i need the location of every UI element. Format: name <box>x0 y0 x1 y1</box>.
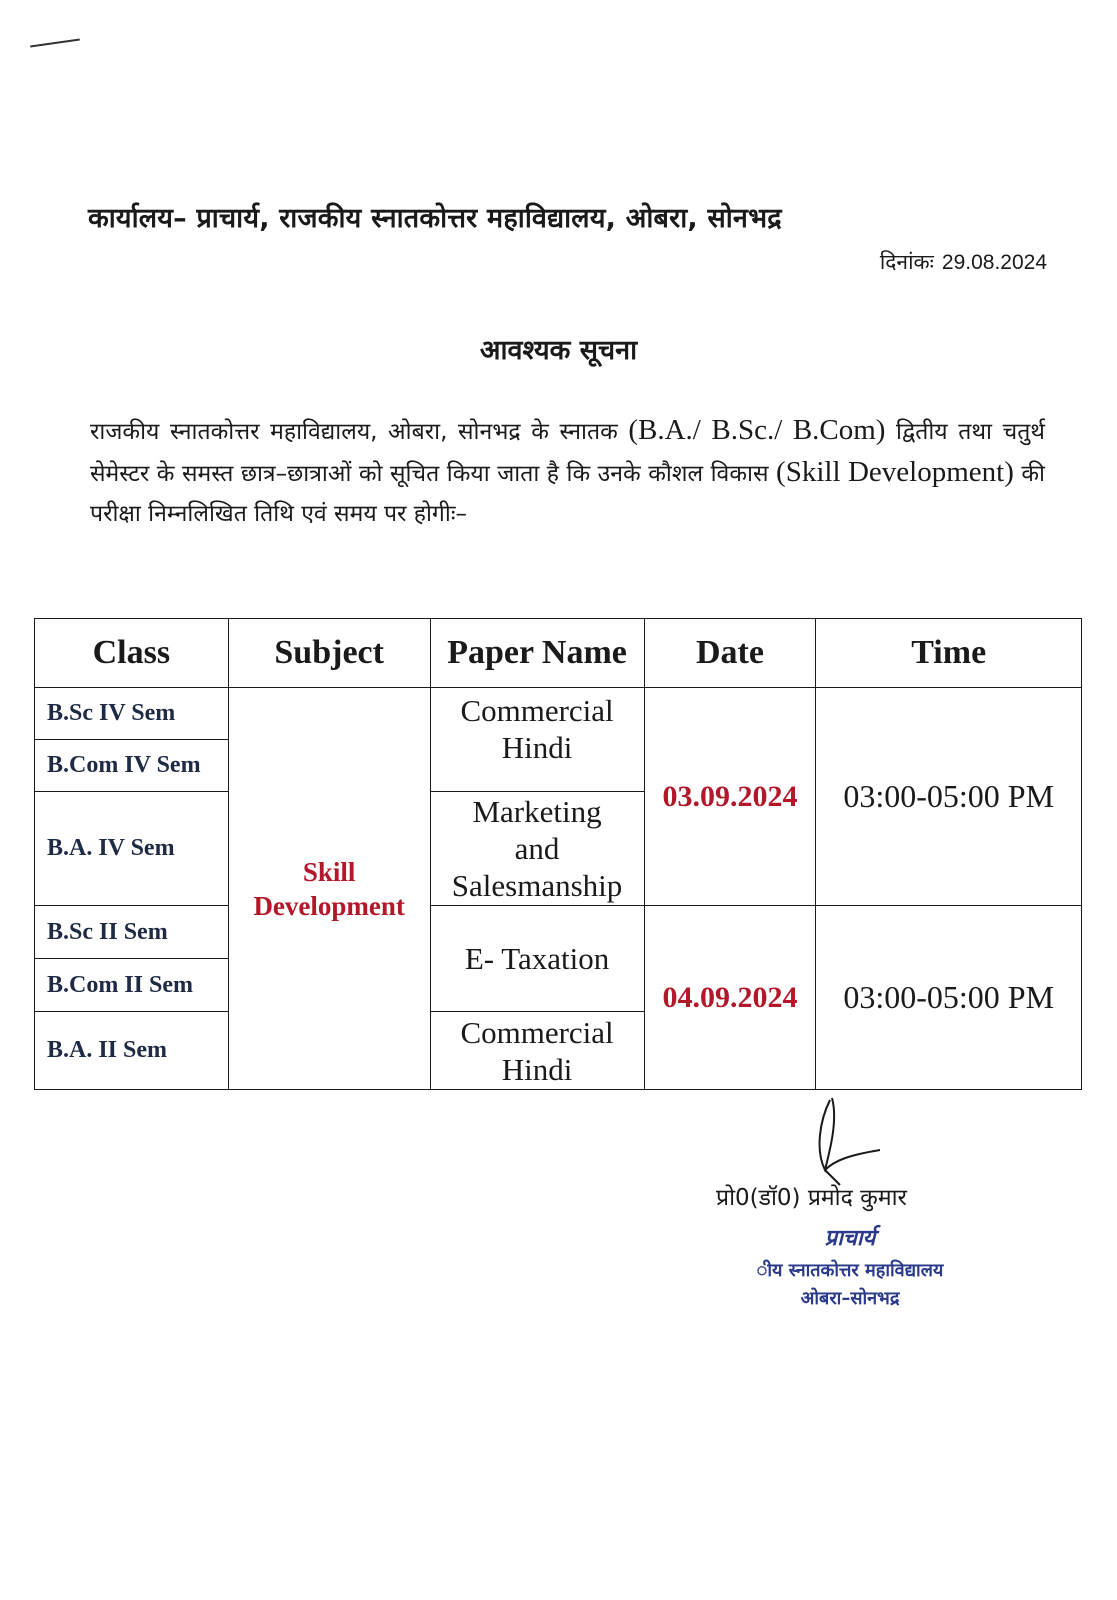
date-value: 29.08.2024 <box>941 251 1047 274</box>
notice-text-2: द्वितीय तथा चतुर्थ सेमेस्टर के समस्त छात्र–छात्राओं को सूचित किया जाता है कि उनके कौशल विकास <box>90 419 1045 487</box>
header-time: Time <box>816 619 1082 688</box>
date-cell: 04.09.2024 <box>644 906 816 1090</box>
subject-line-1: Skill <box>302 856 356 887</box>
signatory-name: प्रो0(डॉ0) प्रमोद कुमार <box>716 1185 907 1211</box>
subject-cell <box>228 688 430 1090</box>
notice-body <box>90 410 1045 534</box>
class-cell: B.Com II Sem <box>35 959 229 1012</box>
date-cell: 03.09.2024 <box>644 688 816 906</box>
time-cell: 03:00-05:00 PM <box>816 906 1082 1090</box>
exam-schedule-table <box>34 618 1082 1090</box>
table-header-row <box>35 619 1082 688</box>
notice-skill-term: (Skill Development) <box>776 456 1014 488</box>
header-date: Date <box>644 619 816 688</box>
header-subject: Subject <box>228 619 430 688</box>
notice-date <box>880 248 1047 276</box>
paper-cell <box>430 688 644 792</box>
class-cell: B.A. II Sem <box>35 1012 229 1090</box>
class-cell: B.Sc IV Sem <box>35 688 229 740</box>
paper-cell <box>430 1012 644 1090</box>
subject-line-2: Development <box>253 890 405 921</box>
class-cell: B.A. IV Sem <box>35 792 229 906</box>
notice-courses: (B.A./ B.Sc./ B.Com) <box>628 414 886 446</box>
paper-cell <box>430 792 644 906</box>
official-stamp <box>700 1222 1000 1310</box>
paper-2-line-1: Marketing <box>472 794 602 829</box>
office-heading: कार्यालय– प्राचार्य, राजकीय स्नातकोत्तर महाविद्यालय, ओबरा, सोनभद्र <box>88 203 782 234</box>
table-row <box>35 688 1082 740</box>
paper-1-line-2: Hindi <box>501 730 573 765</box>
notice-title: आवश्यक सूचना <box>479 335 638 366</box>
pen-mark <box>30 39 80 48</box>
paper-4-line-1: Commercial <box>460 1014 614 1050</box>
stamp-title: प्राचार्य <box>824 1226 876 1251</box>
table-row <box>35 906 1082 959</box>
notice-text-3: की परीक्षा निम्नलिखित तिथि एवं समय पर होगीः– <box>90 461 1046 527</box>
date-label: दिनांकः <box>879 250 934 274</box>
paper-4-line-2: Hindi <box>501 1051 573 1087</box>
notice-text-1: राजकीय स्नातकोत्तर महाविद्यालय, ओबरा, सोनभद्र के स्नातक <box>90 419 629 445</box>
stamp-place: ओबरा–सोनभद्र <box>800 1288 900 1309</box>
header-class: Class <box>35 619 229 688</box>
class-cell: B.Com IV Sem <box>35 740 229 792</box>
header-paper-name: Paper Name <box>430 619 644 688</box>
class-cell: B.Sc II Sem <box>35 906 229 959</box>
time-cell: 03:00-05:00 PM <box>816 688 1082 906</box>
paper-2-line-2: and <box>514 831 560 866</box>
paper-cell: E- Taxation <box>430 906 644 1012</box>
stamp-college: ीय स्नातकोत्तर महाविद्यालय <box>756 1260 944 1281</box>
paper-2-line-3: Salesmanship <box>451 868 623 903</box>
paper-1-line-1: Commercial <box>460 693 614 728</box>
